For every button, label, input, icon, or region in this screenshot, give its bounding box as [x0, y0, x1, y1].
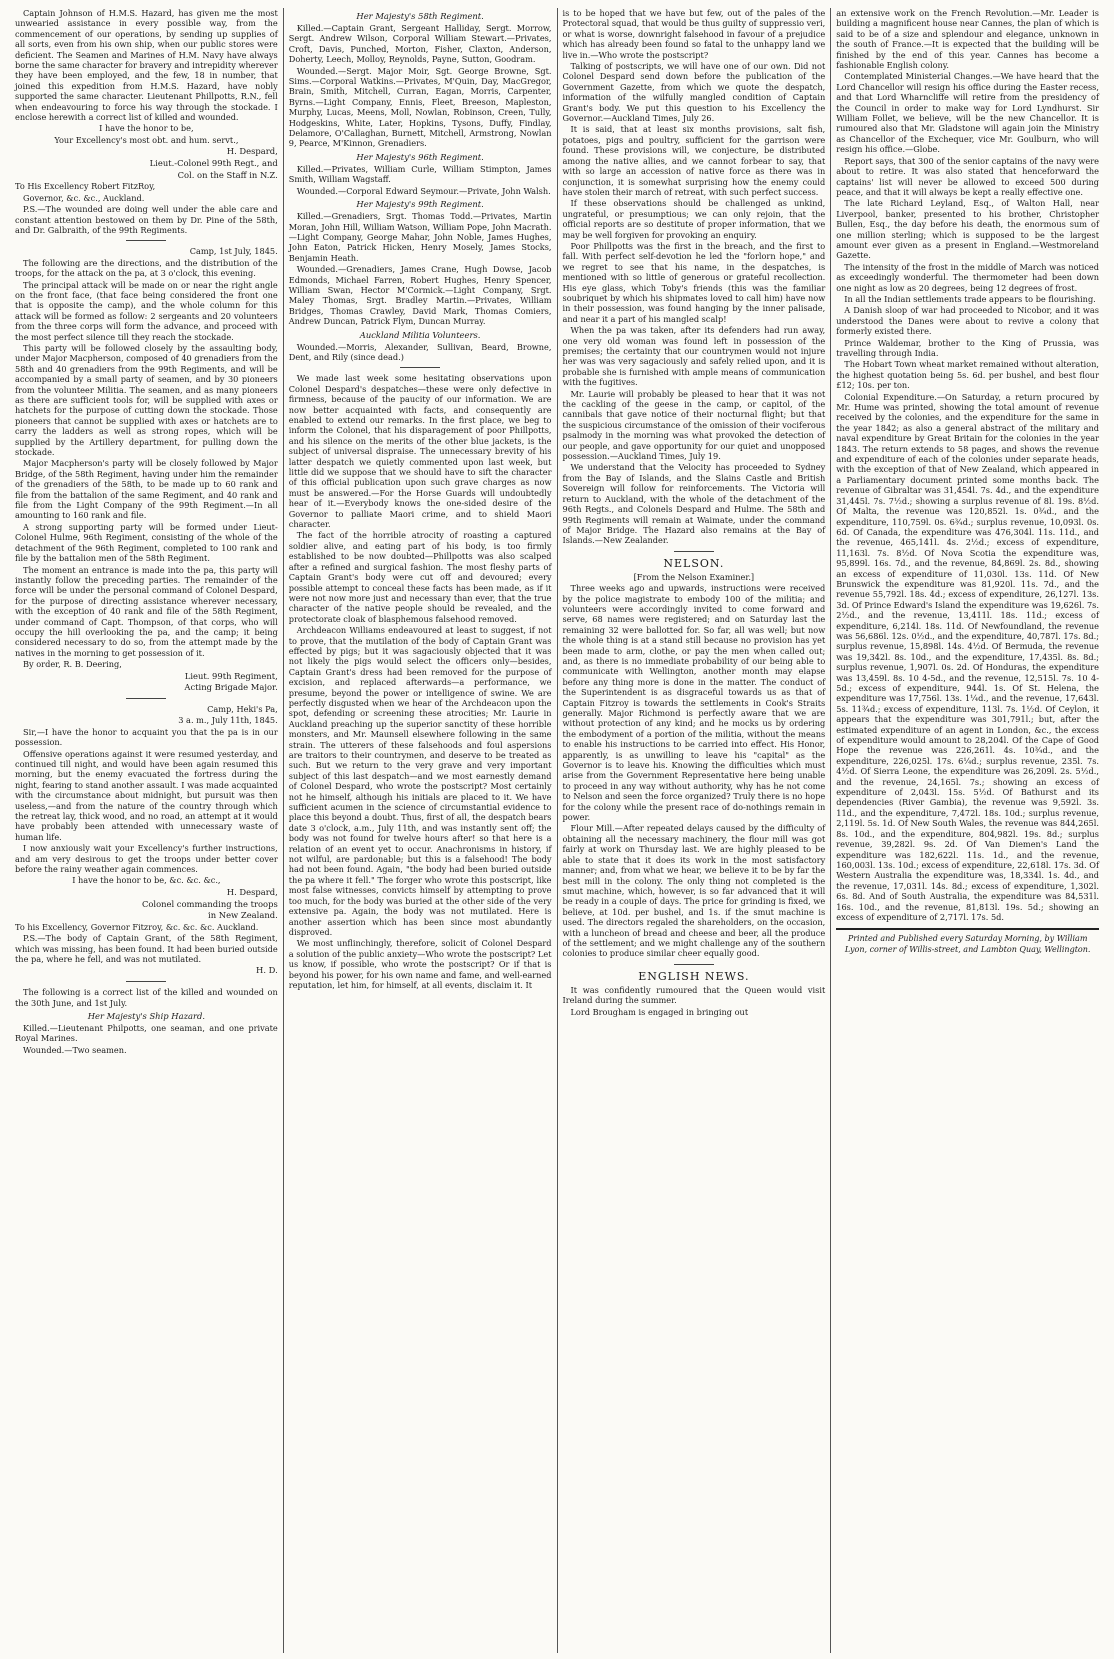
editorial-paragraph: If these observations should be challenged as unkind, ungrateful, or presumptious; we can only rejoin, that the official reports are so destitute of proper information, that we may be well forgiven for provoking an enquiry. — [562, 198, 826, 240]
news-paragraph: Report says, that 300 of the senior captains of the navy were about to retire. It was also stated that henceforward the captains' list will never be allowed to exceed 500 during peace, and that it will always be kept a really effective one. — [836, 155, 1099, 197]
order-title: Acting Brigade Major. — [184, 682, 278, 693]
signature: H. Despard, — [226, 886, 278, 897]
signature-title: Colonel commanding the troops — [141, 898, 278, 909]
news-paragraph: The Hobart Town wheat market remained without alteration, the highest quotation being 5s. 6d. per bushel, and best flour £12; 10s. per ton. — [836, 359, 1099, 391]
editorial-paragraph: Mr. Laurie will probably be pleased to hear that it was not the cackling of the geese in the camp, or capitol, of the cannibals that gave notice of their nocturnal flight; but that the suspicious circumstance of the omission of their vociferous psalmody in the morning was what provoked the detection of our people, and gave opportunity for our quiet and unopposed possession.—Auckland Times, July 19. — [562, 388, 826, 462]
news-paragraph: Contemplated Ministerial Changes.—We have heard that the Lord Chancellor will resign his office during the Easter recess, and that Lord Wharncliffe will retire from the presidency of the Council in order to make way for Lord Lyndhurst. Sir William Follet, we believe, will be the new Chancellor. It is rumoured also that Mr. Gladstone will again join the Ministry as Chancellor of the Exchequer, vice Mr. Goulburn, who will resign his office.—Globe. — [836, 71, 1099, 155]
column-1 — [10, 8, 284, 1653]
casualty-list: Wounded.—Morris, Alexander, Sullivan, Beard, Browne, Dent, and Rily (since dead.) — [288, 341, 552, 362]
divider — [400, 367, 440, 368]
order-signature: By order, R. B. Deering, — [23, 659, 122, 670]
dateline: Camp, 1st July, 1845. — [189, 246, 278, 257]
casualty-list: Wounded.—Grenadiers, James Crane, Hugh Dowse, Jacob Edmonds, Michael Farren, Robert Hughes, Henry Spencer, William Swan, Hector M'Cormick.—Light Company, Srgt. Maley Thomas, Srgt. Bradley Martin.—Privates, William Bridges, Thomas Crawley, David Mark, Thomas Comiers, Andrew Duncan, Patrick Flym, Duncan Murray. — [288, 264, 552, 327]
closing-line: I have the honor to be, — [99, 123, 194, 134]
section-heading: Her Majesty's 58th Regiment. — [356, 11, 484, 21]
divider — [674, 964, 714, 965]
article-paragraph: The moment an entrance is made into the pa, this party will instantly follow the preceding parties. The remainder of the force will be under the personal command of Colonel Despard, for the purpose of directing assistance wherever necessary, with the exception of 40 rank and file of the 58th Regiment, under command of Capt. Thompson, of that corps, who will occupy the hill overlooking the pa, and the camp; it being considered necessary to do so, from the attempt made by the natives in the morning to get possession of it. — [15, 564, 278, 658]
postscript: P.S.—The wounded are doing well under the able care and constant attention bestowed on them by Dr. Pine of the 58th, and Dr. Galbraith, of the 99th Regiments. — [15, 204, 278, 235]
editorial-paragraph: Archdeacon Williams endeavoured at least to suggest, if not to prove, that the mutilation of the body of Captain Grant was effected by pigs; but it was sagaciously objected that it was not likely the pigs would select the officers only—besides, Captain Grant's dress had been removed for the purpose of excision, and replaced afterwards—a performance, we presume, beyond the power or intelligence of swine. We are perfectly disgusted when we hear of the Archdeacon upon the spot, defending or screening these atrocities; Mr. Laurie in Auckland preaching up the superior sanctity of these horrible monsters, and Mr. Maunsell elsewhere following in the same strain. The utterers of these falsehoods and foul aspersions are traitors to their countrymen, and deserve to be treated as such. But we return to the very grave and very important subject of this last despatch—and we most earnestly demand of Colonel Despard, who wrote the postscript? Most certainly not he himself, although his initials are placed to it. We have sufficient acumen in the science of circumstantial evidence to place this beyond a doubt. Thus, first of all, the despatch bears date 3 o'clock, a.m., July 11th, and was instantly sent off; the body was not found for twelve hours after! so that here is a relation of an event yet to occur. Anachronisms in history, if not wilful, are pardonable; but this is a falsehood! The body had not been found. Again, "the body had been buried outside the pa where it fell." The forger who wrote this postscript, like most false witnesses, convicts himself by attempting to prove too much, for the body was buried at the other side of the very extensive pa. Again, the body was not mutilated. Here is another assertion which has been since most abundantly disproved. — [288, 625, 552, 937]
signature-initials: H. D. — [256, 965, 278, 976]
postscript: P.S.—The body of Captain Grant, of the 58th Regiment, which was missing, has been found. It had been buried outside the pa, where he fell, and was not mutilated. — [15, 933, 278, 965]
editorial-paragraph: Talking of postscripts, we will have one of our own. Did not Colonel Despard send down before the publication of the Government Gazette, from which we quote the despatch, information of the wilfully mangled condition of Captain Grant's body. We put this question to his Excellency the Governor.—Auckland Times, July 26. — [562, 61, 826, 124]
dateline: 3 a. m., July 11th, 1845. — [178, 715, 278, 726]
list-intro: The following is a correct list of the killed and wounded on the 30th June, and 1st July. — [15, 987, 278, 1008]
source-line: [From the Nelson Examiner.] — [633, 571, 755, 582]
news-paragraph: Three weeks ago and upwards, instructions were received by the police magistrate to embody 100 of the militia; and volunteers were accordingly invited to come forward and serve, 68 names were registered; and on Saturday last the remaining 32 were ballotted for. So far, all was well; but now the whole thing is at a stand still because no provision has yet been made to arm, clothe, or pay the men when called out; and, as there is no immediate probability of our being able to communicate with Wellington, another month may elapse before any thing more is done in the matter. The conduct of the Superintendent is as disgraceful towards us as that of Captain Fitzroy is towards the settlements in Cook's Straits generally. Major Richmond is perfectly aware that we are without protection of any kind; and he mocks us by ordering the embodyment of a portion of the militia, without the means to enable his instructions to be carried into effect. His Honor, apparently, is as unwilling to leave his "capital" as the Governor is to leave his. Knowing the difficulties which must arise from the Government Representative here being unable to proceed in any way without authority, why has he not come to Nelson and seen the force organized? Truly there is no hope for the colony while the present race of do-nothings remain in power. — [562, 583, 826, 823]
signature-title: Col. on the Staff in N.Z. — [177, 169, 278, 180]
article-paragraph: The following are the directions, and the distribution of the troops, for the attack on the pa, at 3 o'clock, this evening. — [15, 257, 278, 279]
news-paragraph: We understand that the Velocity has proceeded to Sydney from the Bay of Islands, and the Slains Castle and British Sovereign will follow for reinforcements. The Victoria will return to Auckland, with the whole of the detachment of the 96th Regts., and Colonels Despard and Hulme. The 58th and 99th Regiments will remain at Waimate, under the command of Major Bridge. The Hazard also remains at the Bay of Islands.—New Zealander. — [562, 462, 826, 546]
article-paragraph: Major Macpherson's party will be closely followed by Major Bridge, of the 58th Regiment, having under him the remainder of the grenadiers of the 58th, to be made up to 60 rank and file from the battalion of the same Regiment, and 40 rank and file from the Light Company of the 99th Regiment.—In all amounting to 160 rank and file. — [15, 458, 278, 521]
editorial-paragraph: Poor Phillpotts was the first in the breach, and the first to fall. With perfect self-devotion he led the "forlorn hope," and we regret to see that his name, in the despatches, is mentioned with so little of generous or grateful recollection. His eye glass, which Toby's friends (this was the familiar soubriquet by which his shipmates loved to call him) have now in their possession, was found hanging by the inner palisade, and near it a part of his mangled scalp! — [562, 240, 826, 324]
news-paragraph: Prince Waldemar, brother to the King of Prussia, was travelling through India. — [836, 337, 1099, 358]
editorial-paragraph: We made last week some hesitating observations upon Colonel Despard's despatches—these were only defective in firmness, because of the paucity of our information. We are now better acquainted with facts, and consequently are enabled to extend our remarks. In the first place, we beg to inform the Colonel, that his disparagement of poor Phillpotts, and his silence on the merits of the other blue jackets, is the subject of universal dispraise. The unnecessary brevity of his latter despatch we quietly commented upon last week, but little did we suppose that we should have to sift the character of this official publication upon such grave charges as now must be answered.—For the Horse Guards will undoubtedly hear of it.—Everybody knows the one-sided desire of the Governor to palliate Maori crime, and to shield Maori character. — [288, 373, 552, 530]
dateline: Camp, Heki's Pa, — [207, 703, 278, 714]
section-heading: Auckland Militia Volunteers. — [359, 329, 481, 340]
signature: H. Despard, — [226, 146, 278, 157]
editorial-paragraph: The fact of the horrible atrocity of roasting a captured soldier alive, and eating part of his body, is too firmly established to be now doubted—Phillpotts was also scalped after a refined and surgical fashion. The most fleshy parts of Captain Grant's body were cut off and devoured; every possible attempt to conceal these facts has been made, as if it were not now more just and necessary than ever, that the true character of the native people should be revealed, and the protectorate cloak of blasphemous falsehood removed. — [288, 530, 552, 624]
casualty-list: Wounded.—Sergt. Major Moir, Sgt. George Browne, Sgt. Sims.—Corporal Watkins.—Privates, M'Quin, Day, MacGregor, Brain, Smith, Mitchell, Curran, Eagan, Morris, Carpenter, Byrns.—Light Company, Ennis, Fleet, Breeson, Mapleston, Murphy, Lucas, Meens, Moll, Nowlan, Robinson, Creen, Tully, Hodgeskins, White, Later, Hopkins, Tysons, Duffy, Findlay, Delamore, O'Callaghan, Burnett, Mitchell, Armstrong, Nowlan 9, Pearce, M'Kinnon, Grenadiers. — [288, 65, 552, 149]
casualty-list: Killed.—Privates, William Curle, William Stimpton, James Smith, William Wagstaff. — [288, 163, 552, 185]
letter-paragraph: Offensive operations against it were resumed yesterday, and continued till night, and would have been again resumed this morning, but the enemy evacuated the fortress during the night, fearing to stand another assault. I was made acquainted with the circumstance about midnight, but pursuit was then useless,—and from the nature of the country through which the retreat lay, thick wood, and no road, an attempt at it would have probably been attended with unnecessary waste of human life. — [15, 748, 278, 842]
article-paragraph: The principal attack will be made on or near the right angle on the front face, (that face being considered the front one that is opposite the camp), and the whole column for this attack will be formed as follow: 2 sergeants and 20 volunteers from the three corps will form the advance, and proceed with the most perfect silence till they reach the stockade. — [15, 279, 278, 342]
section-heading: Her Majesty's 96th Regiment. — [356, 151, 484, 162]
article-paragraph: This party will be followed closely by the assaulting body, under Major Macpherson, composed of 40 grenadiers from the 58th and 40 grenadiers from the 99th Regiments, and will be accompanied by a small party of seamen, and by 30 pioneers from the volunteer Militia. The seamen, and as many pioneers as there are sufficient tools for, will be supplied with axes or hatchets for the purpose of cutting down the stockade. Those pioneers that cannot be supplied with axes or hatchets are to carry the ladders as well as strong ropes, which will be supplied by the Artillery department, for pulling down the stockade. — [15, 342, 278, 458]
closing-line: Your Excellency's most obt. and hum. servt., — [54, 134, 239, 145]
news-paragraph: A Danish sloop of war had proceeded to Nicobor, and it was understood the Danes were about to revive a colony that formerly existed there. — [836, 305, 1099, 337]
editorial-paragraph: We most unflinchingly, therefore, solicit of Colonel Despard a solution of the public anxiety—Who wrote the postscript? Let us know, if possible, who wrote the postscript? Or if that is beyond his power, for his own name and fame, and well-earned reputation, let him, for himself, at all events, disclaim it. It — [288, 938, 552, 990]
divider — [126, 240, 166, 241]
news-paragraph: Colonial Expenditure.—On Saturday, a return procured by Mr. Hume was printed, showing the total amount of revenue received by the colonies, and the expenditure for the same in the year 1842; as also a general abstract of the military and naval expenditure by Great Britain for the colonies in the year 1843. The return extends to 58 pages, and shows the revenue and expenditure of each of the colonies under separate heads, with the exception of that of New Zealand, which appeared in a Parliamentary document printed some months back. The revenue of Gibraltar was 31,454l. 7s. 4d., and the expenditure 31,445l. 7s. 7½d.; showing a surplus revenue of 8l. 19s. 8½d. Of Malta, the revenue was 120,852l. 1s. 0¾d., and the expenditure, 110,759l. 0s. 6¾d.; surplus revenue, 10,093l. 0s. 6d. Of Canada, the expenditure was 476,304l. 11s. 11d., and the revenue, 465,141l. 4s. 2½d.; excess of expenditure, 11,163l. 7s. 8½d. Of Nova Scotia the expenditure was, 95,899l. 16s. 7d., and the revenue, 84,869l. 2s. 8d., showing an excess of expenditure of 11,030l. 13s. 11d. Of New Brunswick the expenditure was 81,920l. 11s. 7d., and the revenue 55,792l. 18s. 4d.; excess of expenditure, 26,127l. 13s. 3d. Of Prince Edward's Island the expenditure was 19,626l. 7s. 2½d., and the revenue, 13,411l. 18s. 11d.; excess of expenditure, 6,214l. 18s. 11d. Of Newfoundland, the revenue was 56,686l. 12s. 0½d., and the expenditure, 40,787l. 17s. 8d.; surplus revenue, 15,898l. 14s. 4½d. Of Bermuda, the revenue was 19,342l. 8s. 10d., and the expenditure, 17,435l. 8s. 8d.; surplus revenue, 1,907l. 0s. 2d. Of Honduras, the expenditure was 13,459l. 8s. 10 4-5d., and the revenue, 12,515l. 7s. 10 4-5d.; excess of expenditure, 944l. 1s. Of St. Helena, the expenditure was 17,756l. 13s. 1¼d., and the revenue, 17,643l. 5s. 11¾d.; excess of expenditure, 113l. 7s. 1½d. Of Ceylon, it appears that the expenditure was 301,791l.; but, after the estimated expenditure of an agent in London, &c., the excess of expenditure would amount to 28,204l. Of the Cape of Good Hope the revenue was 226,261l. 4s. 10¾d., and the expenditure, 226,025l. 17s. 6¼d.; surplus revenue, 235l. 7s. 4½d. Of Sierra Leone, the expenditure was 26,209l. 2s. 5½d., and the revenue, 24,165l. 7s.; showing an excess of expenditure of 2,043l. 15s. 5½d. Of Bathurst and its dependencies (River Gambia), the revenue was 9,592l. 3s. 11d., and the expenditure, 7,472l. 18s. 10d.; surplus revenue, 2,119l. 5s. 1d. Of New South Wales, the revenue was 844,265l. 8s. 10d., and the expenditure, 804,982l. 19s. 8d.; surplus revenue, 39,282l. 9s. 2d. Of Van Diemen's Land the expenditure was 182,622l. 11s. 1d., and the revenue, 160,003l. 13s. 10d.; excess of expenditure, 22,618l. 17s. 3d. Of Western Australia the expenditure was, 18,334l. 1s. 4d., and the revenue, 17,031l. 14s. 8d.; excess of expenditure, 1,302l. 6s. 8d. And of South Australia, the expenditure was 84,531l. 16s. 10d., and the revenue, 81,813l. 19s. 5d.; showing an excess of expenditure of 2,717l. 17s. 5d. — [836, 391, 1099, 922]
despatch-paragraph: Captain Johnson of H.M.S. Hazard, has given me the most unwearied assistance in every possible way, from the commencement of our operations, by sending up supplies of all sorts, even from his own ship, when our public stores were deficient. The Seamen and Marines of H.M. Navy have always borne the same character for bravery and intrepidity wherever they have been employed, and the few, 18 in number, that joined this expedition from H.M.S. Hazard, have nobly supported the same character. Lieutenant Phillpotts, R.N., fell when endeavouring to force his way through the stockade. I enclose herewith a correct list of killed and wounded. — [15, 8, 278, 123]
column-4 — [831, 8, 1104, 1653]
news-paragraph: The late Richard Leyland, Esq., of Walton Hall, near Liverpool, banker, presented to his brother, Christopher Bullen, Esq., the day before his death, the enormous sum of one million sterling; which is supposed to be the largest amount ever given as a present in England.—Westmoreland Gazette. — [836, 198, 1099, 261]
news-paragraph: It was confidently rumoured that the Queen would visit Ireland during the summer. — [562, 984, 826, 1006]
section-heading: Her Majesty's 99th Regiment. — [356, 199, 484, 210]
section-title: NELSON. — [663, 556, 725, 570]
closing-line: I have the honor to be, &c. &c. &c., — [72, 875, 221, 886]
editorial-paragraph: is to be hoped that we have but few, out of the pales of the Protectoral squad, that would be thus guilty of suppressio veri, or what is worse, downright falsehood in favour of a prejudice which has already been found so fatal to the unhappy land we live in.—Who wrote the postscript? — [562, 8, 826, 60]
news-paragraph: Flour Mill.—After repeated delays caused by the difficulty of obtaining all the necessary machinery, the flour mill was got fairly at work on Thursday last. We are highly pleased to be able to state that it does its work in the most satisfactory manner; and, from what we hear, we believe it to be by far the best mill in the colony. The only thing not completed is the smut machine, which, however, is so far advanced that it will be ready in a couple of days. The price for grinding is fixed, we believe, at 10d. per bushel, and 1s. if the smut machine is used. The directors regaled the shareholders, on the occasion, with a luncheon of bread and cheese and beer, all the produce of the settlement; and we might challenge any of the southern colonies to produce similar cheer equally good. — [562, 823, 826, 959]
imprint: Printed and Published every Saturday Morning, by William Lyon, corner of Willis-street, and Lambton Quay, Wellington. — [836, 928, 1099, 955]
news-paragraph: In all the Indian settlements trade appears to be flourishing. — [844, 293, 1096, 304]
letter-paragraph: Sir,—I have the honor to acquaint you that the pa is in our possession. — [15, 726, 278, 748]
section-heading: Her Majesty's Ship Hazard. — [87, 1010, 206, 1021]
addressee: To his Excellency, Governor Fitzroy, &c. &c. &c. Auckland. — [15, 921, 259, 932]
editorial-paragraph: It is said, that at least six months provisions, salt fish, potatoes, pigs and poultry, sufficient for the garrison were found. These provisions will, we conjecture, be distributed among the native allies, and we cannot forbear to say, that with so large an accession of native force as there was in conjunction, it is somewhat surprising how the enemy could have stolen their march of retreat, with such perfect success. — [562, 124, 826, 197]
column-2 — [284, 8, 558, 1653]
news-paragraph: Lord Brougham is engaged in bringing out — [570, 1006, 749, 1017]
section-title: ENGLISH NEWS. — [638, 969, 750, 983]
addressee: Governor, &c. &c., Auckland. — [23, 192, 145, 203]
divider — [126, 698, 166, 699]
article-paragraph: A strong supporting party will be formed under Lieut-Colonel Hulme, 96th Regiment, consisting of the whole of the detachment of the 96th Regiment, completed to 100 rank and file by the battalion men of the 58th Regiment. — [15, 521, 278, 564]
news-paragraph: an extensive work on the French Revolution.—Mr. Leader is building a magnificent house near Cannes, the plan of which is said to be of a size and splendour and elegance, unknown in the south of France.—It is expected that the building will be finished by the end of this year. Cannes has become a fashionable English colony. — [836, 8, 1099, 71]
column-3 — [558, 8, 832, 1653]
signature-title: in New Zealand. — [208, 910, 278, 921]
addressee: To His Excellency Robert FitzRoy, — [15, 181, 156, 192]
signature-title: Lieut.-Colonel 99th Regt., and — [149, 157, 278, 168]
editorial-paragraph: When the pa was taken, after its defenders had run away, one very old woman was found left in possession of the premises; the certainty that our countrymen would not injure her was was very sagaciously and safely relied upon, and it is probable she is furnished with ample means of communication with the fugitives. — [562, 325, 826, 388]
casualty-list: Killed.—Captain Grant, Sergeant Halliday, Sergt. Morrow, Sergt. Andrew Wilson, Corporal William Stewart.—Privates, Croft, Davis, Punched, Morton, Fisher, Claxton, Anderson, Doherty, Leech, Molloy, Reynolds, Payne, Sutton, Goodram. — [288, 23, 552, 65]
casualty-list: Killed.—Lieutenant Philpotts, one seaman, and one private Royal Marines. — [15, 1022, 278, 1044]
letter-paragraph: I now anxiously wait your Excellency's further instructions, and am very desirous to get the troops under better cover before the rainy weather again commences. — [15, 843, 278, 875]
column-container — [10, 8, 1104, 1653]
casualty-list: Wounded.—Two seamen. — [23, 1044, 127, 1055]
casualty-list: Killed.—Grenadiers, Srgt. Thomas Todd.—Privates, Martin Moran, John Hill, William Watson, William Pope, John Macrath.—Light Company, George Mahar, John Noble, James Hughes, John Eaton, Patrick Hicken, Henry Mosely, James Stocks, Benjamin Heath. — [288, 211, 552, 263]
casualty-list: Wounded.—Corporal Edward Seymour.—Private, John Walsh. — [296, 185, 551, 196]
news-paragraph: The intensity of the frost in the middle of March was noticed as exceedingly wonderful. The thermometer had been down one night as low as 20 degrees, being 12 degrees of frost. — [836, 261, 1099, 293]
order-title: Lieut. 99th Regiment, — [184, 670, 278, 681]
divider — [126, 981, 166, 982]
divider — [674, 551, 714, 552]
